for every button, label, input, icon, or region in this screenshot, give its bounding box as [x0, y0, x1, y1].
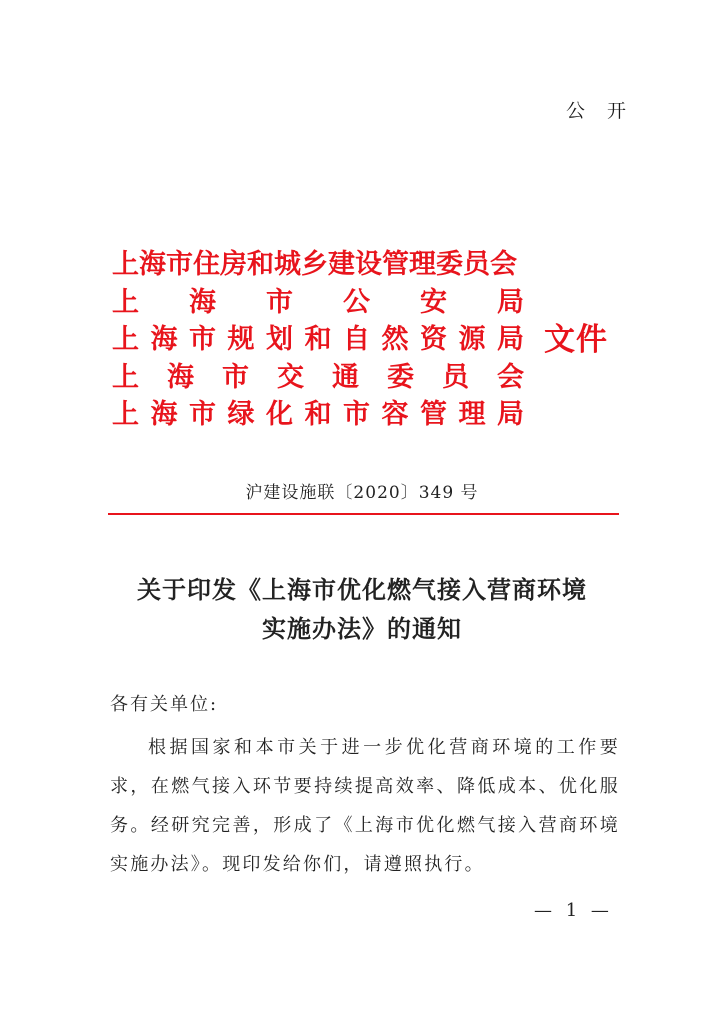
agency-char: 和	[304, 398, 332, 430]
agency-char: 划	[266, 323, 293, 355]
agency-char: 海	[150, 398, 178, 430]
agency-planning-resources	[112, 317, 524, 355]
agency-housing-construction	[112, 242, 524, 280]
body-paragraph: 根据国家和本市关于进一步优化营商环境的工作要求，在燃气接入环节要持续提高效率、降低成本、优化服务。经研究完善，形成了《上海市优化燃气接入营商环境实施办法》。现印发给你们，请遵照执行。	[110, 737, 620, 875]
agency-greening-cityscape	[112, 392, 524, 430]
agency-char: 市	[189, 323, 216, 355]
agency-char: 会	[497, 361, 524, 393]
agency-char: 公	[343, 286, 370, 318]
document-type-label: 文件	[544, 322, 608, 358]
agency-char: 市	[266, 286, 293, 318]
agency-char: 上	[112, 286, 139, 318]
page-number: — 1 —	[534, 900, 613, 921]
agency-char: 市	[222, 361, 249, 393]
agency-char: 容	[381, 398, 409, 430]
agency-char: 通	[332, 361, 359, 393]
agency-char: 然	[381, 323, 409, 355]
document-title-line-2: 实施办法》的通知	[262, 614, 462, 643]
agency-char: 市	[189, 398, 216, 430]
agency-char: 局	[497, 398, 524, 430]
agency-char: 海	[150, 323, 178, 355]
agency-char: 和	[304, 323, 332, 355]
agency-char: 海	[167, 361, 194, 393]
agency-char: 管	[420, 398, 447, 430]
agency-char: 交	[277, 361, 304, 393]
agency-char: 化	[266, 398, 293, 430]
agency-char: 局	[497, 286, 524, 318]
agency-char: 上	[112, 323, 139, 355]
agency-char: 自	[343, 323, 370, 355]
agency-name-text: 上海市住房和城乡建设管理委员会	[112, 248, 517, 280]
agency-char: 员	[442, 361, 469, 393]
agency-char: 理	[458, 398, 486, 430]
agency-char: 上	[112, 361, 139, 393]
public-disclosure-label: 公 开	[566, 100, 635, 122]
agency-char: 安	[420, 286, 447, 318]
agency-char: 源	[458, 323, 486, 355]
agency-char: 局	[497, 323, 524, 355]
red-separator-line	[108, 513, 619, 515]
agency-transport-commission	[112, 355, 524, 393]
agency-char: 绿	[227, 398, 255, 430]
agency-char: 海	[189, 286, 216, 318]
agency-char: 上	[112, 398, 139, 430]
agency-char: 资	[420, 323, 447, 355]
agency-public-security	[112, 280, 524, 318]
agency-char: 规	[227, 323, 255, 355]
document-title-line-1: 关于印发《上海市优化燃气接入营商环境	[137, 575, 587, 604]
agency-char: 委	[387, 361, 414, 393]
agency-char: 市	[343, 398, 370, 430]
salutation: 各有关单位:	[110, 694, 219, 715]
document-number: 沪建设施联〔2020〕349 号	[245, 483, 479, 503]
